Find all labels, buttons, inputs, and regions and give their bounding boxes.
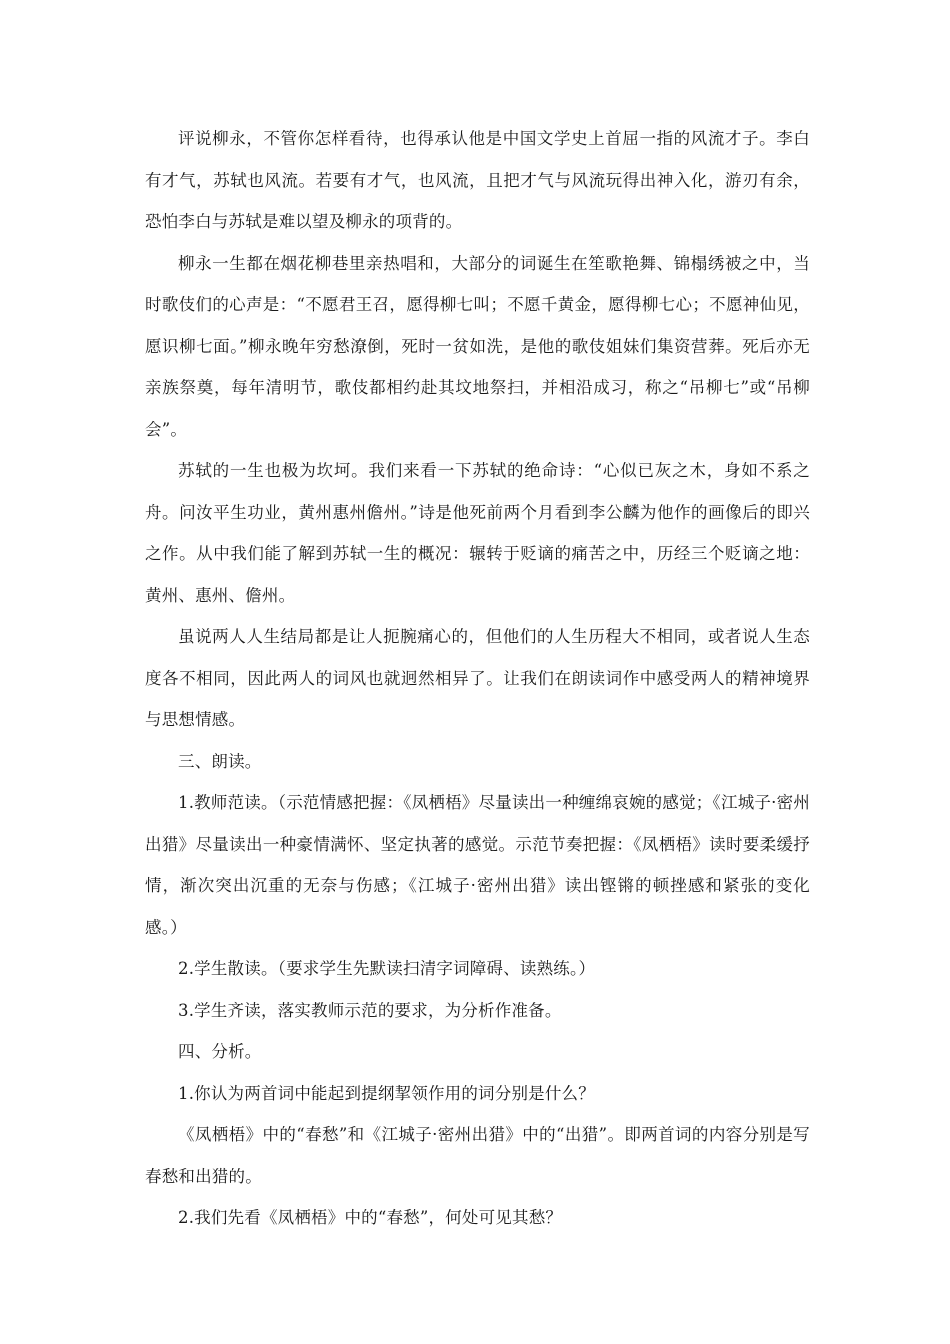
section-heading-reading: 三、朗读。	[178, 751, 262, 771]
document-body	[145, 118, 810, 1239]
section-heading-analysis: 四、分析。	[178, 1042, 262, 1061]
list-item-student-reading: 2.学生散读。（要求学生先默读扫清字词障碍、读熟练。）	[178, 959, 596, 978]
paragraph-liu-yong-life: 柳永一生都在烟花柳巷里亲热唱和，大部分的词诞生在笙歌艳舞、锦榻绣被之中，当时歌伎们的心声是：“不愿君王召，愿得柳七叫；不愿千黄金，愿得柳七心；不愿神仙见，愿识柳七面。”柳永晚年穷愁潦倒，死时一贫如洗，是他的歌伎姐妹们集资营葬。死后亦无亲族祭奠，每年清明节，歌伎都相约赴其坟地祭扫，并相沿成习，称之“吊柳七”或“吊柳会”。	[145, 253, 810, 439]
list-item-teacher-reading: 1.教师范读。（示范情感把握：《凤栖梧》尽量读出一种缠绵哀婉的感觉；《江城子·密州出猎》尽量读出一种豪情满怀、坚定执著的感觉。示范节奏把握：《凤栖梧》读时要柔缓抒情，渐次突出沉重的无奈与伤感；《江城子·密州出猎》读出铿锵的顿挫感和紧张的变化感。）	[145, 793, 810, 937]
paragraph-su-shi-life: 苏轼的一生也极为坎坷。我们来看一下苏轼的绝命诗：“心似已灰之木，身如不系之舟。问汝平生功业，黄州惠州儋州。”诗是他死前两个月看到李公麟为他作的画像后的即兴之作。从中我们能了解到苏轼一生的概况：辗转于贬谪的痛苦之中，历经三个贬谪之地：黄州、惠州、儋州。	[145, 461, 810, 605]
list-item-group-reading: 3.学生齐读，落实教师示范的要求，为分析作准备。	[178, 1000, 562, 1020]
question-spring-sorrow: 2.我们先看《凤栖梧》中的“春愁”，何处可见其愁？	[178, 1208, 563, 1227]
question-key-words: 1.你认为两首词中能起到提纲挈领作用的词分别是什么？	[178, 1083, 595, 1103]
paragraph-intro-liu-yong: 评说柳永，不管你怎样看待，也得承认他是中国文学史上首屈一指的风流才子。李白有才气，苏轼也风流。若要有才气，也风流，且把才气与风流玩得出神入化，游刃有余，恐怕李白与苏轼是难以望及柳永的项背的。	[145, 129, 810, 231]
paragraph-comparison: 虽说两人人生结局都是让人扼腕痛心的，但他们的人生历程大不相同，或者说人生态度各不相同，因此两人的词风也就迥然相异了。让我们在朗读词作中感受两人的精神境界与思想情感。	[145, 627, 810, 729]
answer-key-words: 《凤栖梧》中的“春愁”和《江城子·密州出猎》中的“出猎”。即两首词的内容分别是写春愁和出猎的。	[145, 1125, 810, 1186]
